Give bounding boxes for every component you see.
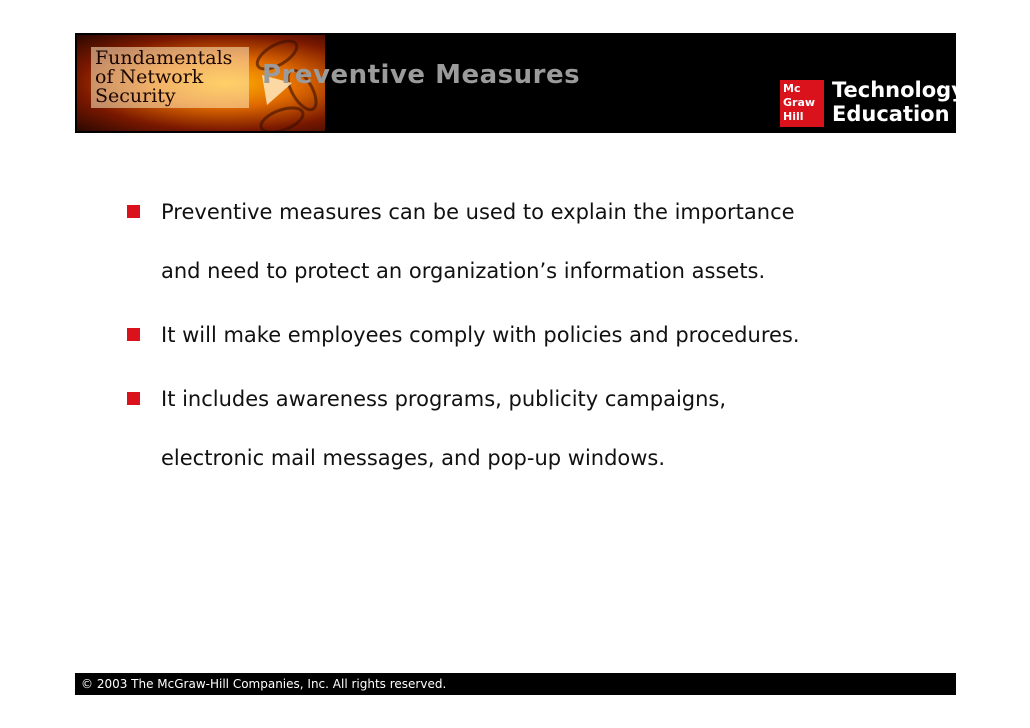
bullet-item	[127, 370, 947, 488]
brand-text-line: Education	[832, 102, 950, 126]
mcgraw-hill-logo	[780, 80, 824, 127]
bullet-text-line: and need to protect an organization’s information assets.	[161, 259, 766, 283]
bullet-text-line: electronic mail messages, and pop-up windows.	[161, 446, 666, 470]
bullet-text-line: It will make employees comply with policies and procedures.	[161, 323, 800, 347]
brand-box-line: Mc	[783, 82, 801, 95]
bullet-list	[127, 183, 947, 493]
bullet-item	[127, 306, 947, 365]
brand-text	[832, 78, 965, 126]
header-bar	[75, 33, 965, 133]
bullet-item	[127, 183, 947, 301]
logo-text: Fundamentals of Network Security	[91, 47, 249, 108]
square-bullet-icon	[127, 328, 140, 341]
square-bullet-icon	[127, 205, 140, 218]
bullet-text-line: Preventive measures can be used to explain the importance	[161, 200, 795, 224]
footer-bar: © 2003 The McGraw-Hill Companies, Inc. All rights reserved.	[75, 673, 956, 695]
brand-text-line: Technology	[832, 78, 965, 102]
brand-box-line: Graw	[783, 96, 816, 109]
slide-title: Preventive Measures	[262, 60, 581, 90]
brand-box-line: Hill	[783, 110, 804, 123]
bullet-text-line: It includes awareness programs, publicity campaigns,	[161, 387, 727, 411]
square-bullet-icon	[127, 392, 140, 405]
